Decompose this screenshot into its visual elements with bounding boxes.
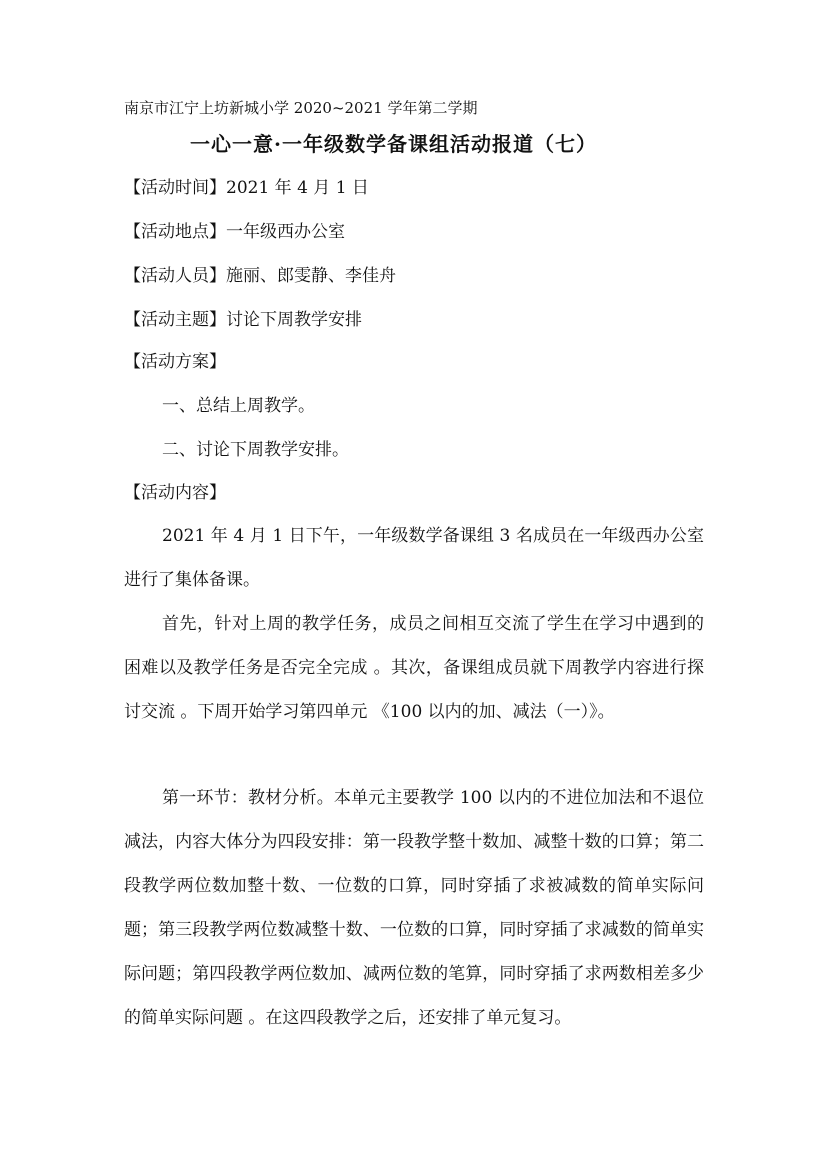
content-paragraph-2: 首先，针对上周的教学任务，成员之间相互交流了学生在学习中遇到的困难以及教学任务是否完全完成 。其次，备课组成员就下周教学内容进行探讨交流 。下周开始学习第四单元 《100 以内的加、减法（一）》。 [124,614,704,722]
content-paragraph-3: 第一环节：教材分析。本单元主要教学 100 以内的不进位加法和不退位减法，内容大体分为四段安排：第一段教学整十数加、减整十数的口算；第二段教学两位数加整十数、一位数的口算，同时穿插了求被减数的简单实际问题；第三段教学两位数减整十数、一位数的口算，同时穿插了求减数的简单实际问题；第四段教学两位数加、减两位数的笔算，同时穿插了求两数相差多少的简单实际问题 。在这四段教学之后，还安排了单元复习。 [124,788,704,1028]
content-paragraph-1: 2021 年 4 月 1 日下午，一年级数学备课组 3 名成员在一年级西办公室进行了集体备课。 [124,526,704,590]
activity-content-heading: 【活动内容】 [124,483,226,503]
activity-time: 【活动时间】2021 年 4 月 1 日 [124,178,369,198]
activity-plan-heading: 【活动方案】 [124,352,226,372]
plan-item-2: 二、讨论下周教学安排。 [162,440,349,460]
school-term-header: 南京市江宁上坊新城小学 2020~2021 学年第二学期 [124,99,478,117]
report-title: 一心一意·一年级数学备课组活动报道（七） [190,132,597,156]
plan-item-1: 一、总结上周教学。 [162,396,315,416]
activity-theme: 【活动主题】讨论下周教学安排 [124,310,362,330]
activity-place: 【活动地点】一年级西办公室 [124,222,345,242]
activity-people: 【活动人员】施丽、郎雯静、李佳舟 [124,266,396,286]
